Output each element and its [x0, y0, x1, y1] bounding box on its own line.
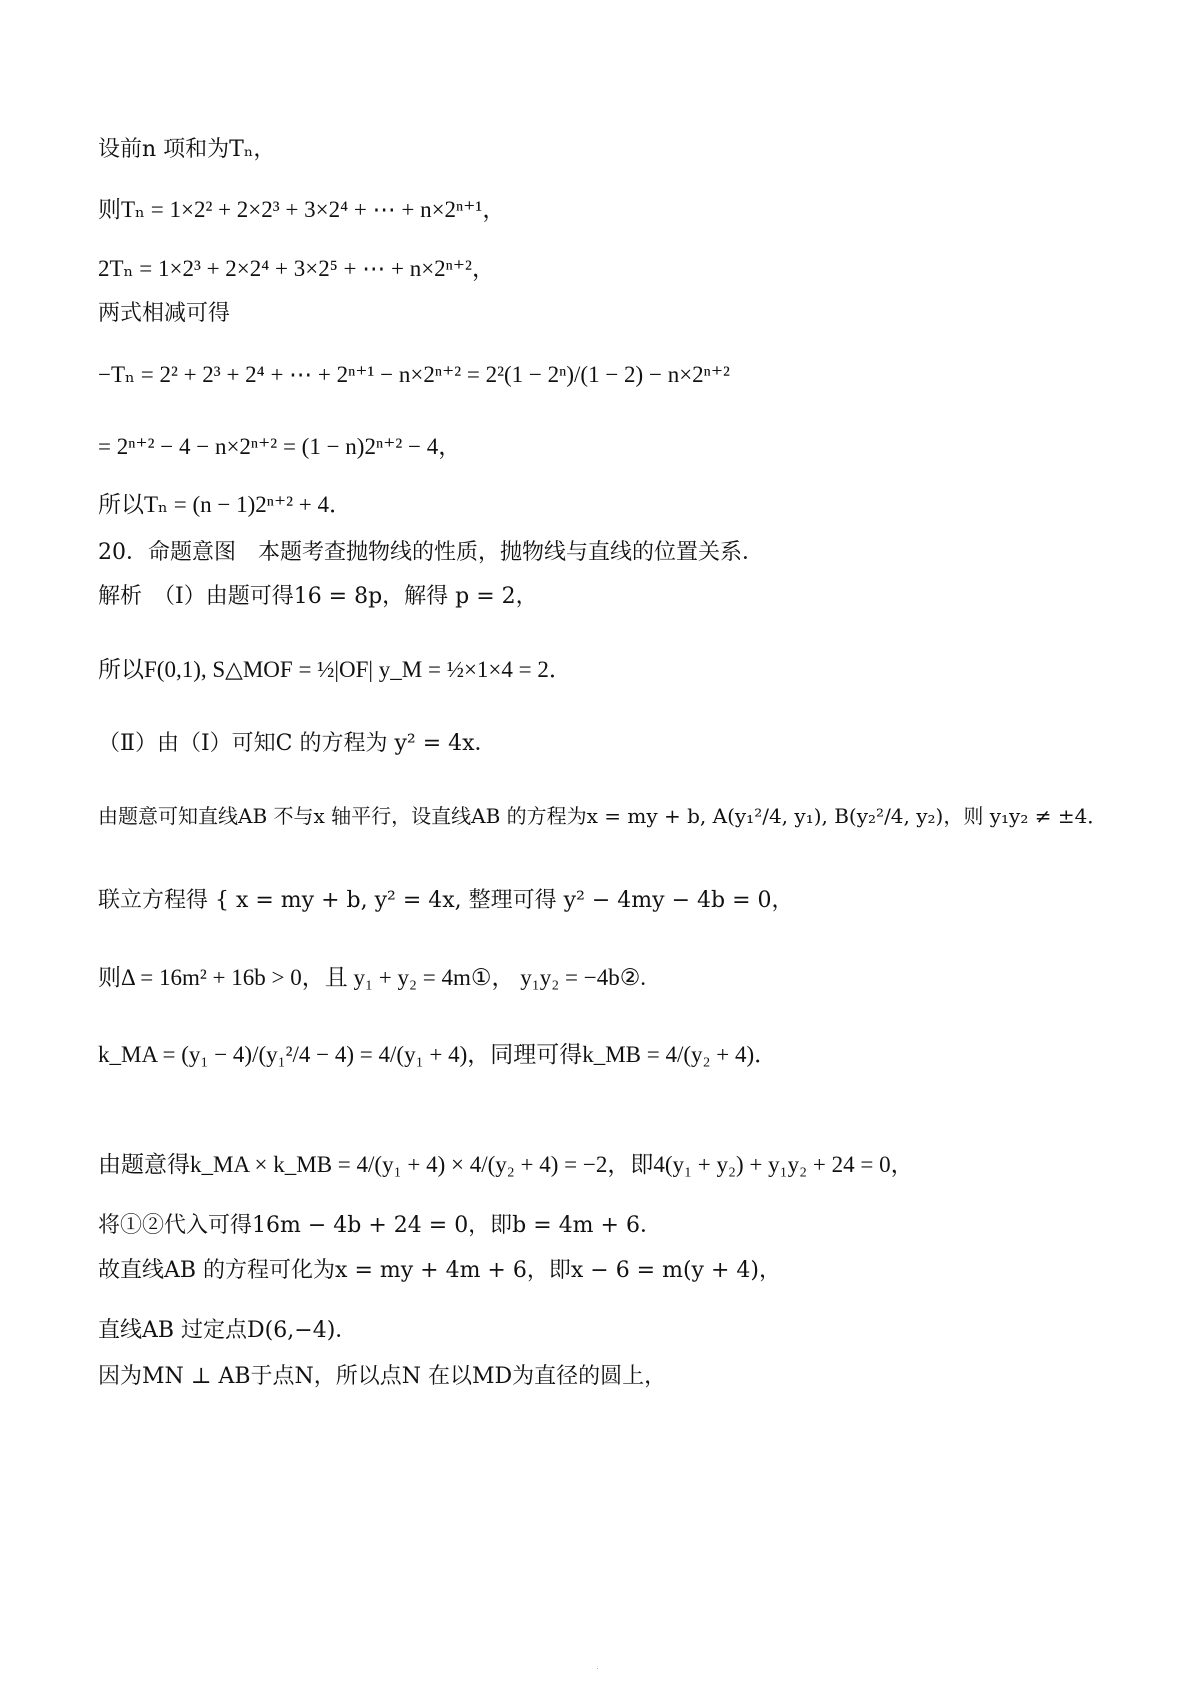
- circle-conclusion-line: 因为MN ⊥ AB于点N，所以点N 在以MD为直径的圆上，: [98, 1364, 667, 1389]
- slope-ma-line: k_MA = (y₁ − 4)/(y₁²/4 − 4) = 4/(y₁ + 4)，同理可得k_MB = 4/(y₂ + 4)．: [98, 1042, 778, 1067]
- tn-expansion-line: 则Tₙ = 1×2² + 2×2³ + 3×2⁴ + ⋯ + n×2ⁿ⁺¹，: [98, 197, 506, 222]
- line-ab-setup-line: 由题意可知直线AB 不与x 轴平行，设直线AB 的方程为x = my + b, A(y₁²/4, y₁), B(y₂²/4, y₂)，则 y₁y₂ ≠ ±4．: [98, 804, 1108, 828]
- subtraction-intro-line: 两式相减可得: [98, 301, 231, 326]
- two-tn-expansion-line: 2Tₙ = 1×2³ + 2×2⁴ + 3×2⁵ + ⋯ + n×2ⁿ⁺²，: [98, 256, 495, 281]
- tn-result-line: 所以Tₙ = (n − 1)2ⁿ⁺² + 4．: [98, 492, 353, 517]
- part-2-parabola-line: （Ⅱ）由（Ⅰ）可知C 的方程为 y² = 4x．: [98, 731, 497, 756]
- substitution-line: 将①②代入可得16m − 4b + 24 = 0，即b = 4m + 6．: [98, 1213, 662, 1238]
- simultaneous-equations-line: 联立方程得 { x = my + b, y² = 4x, 整理可得 y² − 4my − 4b = 0，: [98, 888, 794, 913]
- footer-mark: ·: [596, 1663, 599, 1673]
- fixed-point-line: 直线AB 过定点D(6,−4)．: [98, 1318, 358, 1343]
- subtraction-result-line: −Tₙ = 2² + 2³ + 2⁴ + ⋯ + 2ⁿ⁺¹ − n×2ⁿ⁺² = 2²(1 − 2ⁿ)/(1 − 2) − n×2ⁿ⁺²: [98, 362, 730, 387]
- sum-definition-line: 设前n 项和为Tₙ，: [98, 137, 276, 162]
- slope-product-line: 由题意得k_MA × k_MB = 4/(y₁ + 4) × 4/(y₂ + 4) = −2，即4(y₁ + y₂) + y₁y₂ + 24 = 0，: [98, 1152, 914, 1177]
- line-ab-equation-line: 故直线AB 的方程可化为x = my + 4m + 6，即x − 6 = m(y + 4)，: [98, 1258, 781, 1283]
- area-calculation-line: 所以F(0,1), S△MOF = ½|OF| y_M = ½×1×4 = 2．: [98, 657, 572, 682]
- part-1-solution-line: 解析 （Ⅰ）由题可得16 = 8p，解得 p = 2，: [98, 584, 538, 609]
- discriminant-line: 则Δ = 16m² + 16b > 0，且 y₁ + y₂ = 4m①， y₁y₂ = −4b②.: [98, 965, 647, 990]
- problem-20-intent-line: 20．命题意图 本题考查抛物线的性质，抛物线与直线的位置关系．: [98, 540, 764, 565]
- simplification-line: = 2ⁿ⁺² − 4 − n×2ⁿ⁺² = (1 − n)2ⁿ⁺² − 4，: [98, 434, 462, 459]
